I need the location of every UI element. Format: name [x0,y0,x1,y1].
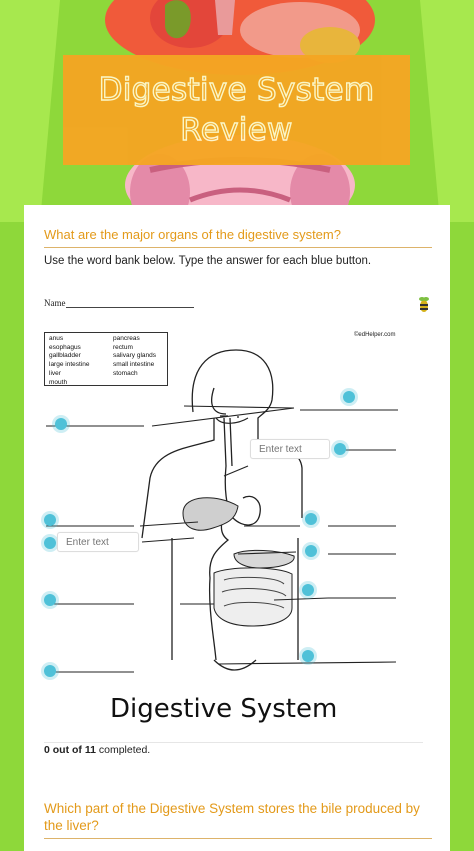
title-line-2: Review [180,112,293,148]
word-bank-item: esophagus [49,343,81,351]
hotspot-button[interactable] [305,513,317,525]
word-bank-item: salivary glands [113,352,156,360]
hotspot-button[interactable] [44,665,56,677]
credit-label: ©edHelper.com [354,332,396,338]
progress-count: 0 out of 11 [44,744,96,756]
question-1-instructions: Use the word bank below. Type the answer for each blue button. [44,255,372,267]
hotspot-button[interactable] [343,391,355,403]
answer-text-input[interactable] [57,532,139,552]
body-diagram [38,288,434,688]
word-bank-item: mouth [49,378,68,386]
hotspot-button[interactable] [44,537,56,549]
progress-divider [44,742,423,743]
right-margin [450,222,474,851]
worksheet-image [38,288,434,734]
word-bank-item: small intestine [113,361,155,369]
question-1-divider [44,247,432,248]
title-line-1: Digestive System [98,72,375,108]
question-2-divider [44,838,432,839]
hotspot-button[interactable] [305,545,317,557]
word-bank-item: large intestine [49,361,90,369]
word-bank-item: gallbladder [49,352,81,360]
question-2-heading: Which part of the Digestive System stores the bile produced by the liver? [44,801,420,833]
hotspot-button[interactable] [334,443,346,455]
name-label: Name [44,298,66,308]
hotspot-button[interactable] [302,584,314,596]
hotspot-button[interactable] [55,418,67,430]
title-box [63,55,410,165]
left-margin [0,222,24,851]
word-bank-item: liver [49,369,61,377]
word-bank-item: stomach [113,369,138,377]
diagram-title: Digestive System [110,694,338,724]
hotspot-button[interactable] [44,514,56,526]
header-banner [0,0,474,222]
answer-text-input[interactable] [250,439,330,459]
question-1-heading: What are the major organs of the digestive system? [44,227,341,242]
progress-suffix: completed. [95,744,151,756]
word-bank-item: anus [49,335,64,342]
word-bank-item: rectum [113,343,133,351]
progress-text [44,744,150,756]
hotspot-button[interactable] [302,650,314,662]
hotspot-button[interactable] [44,594,56,606]
word-bank-item: pancreas [113,335,140,342]
